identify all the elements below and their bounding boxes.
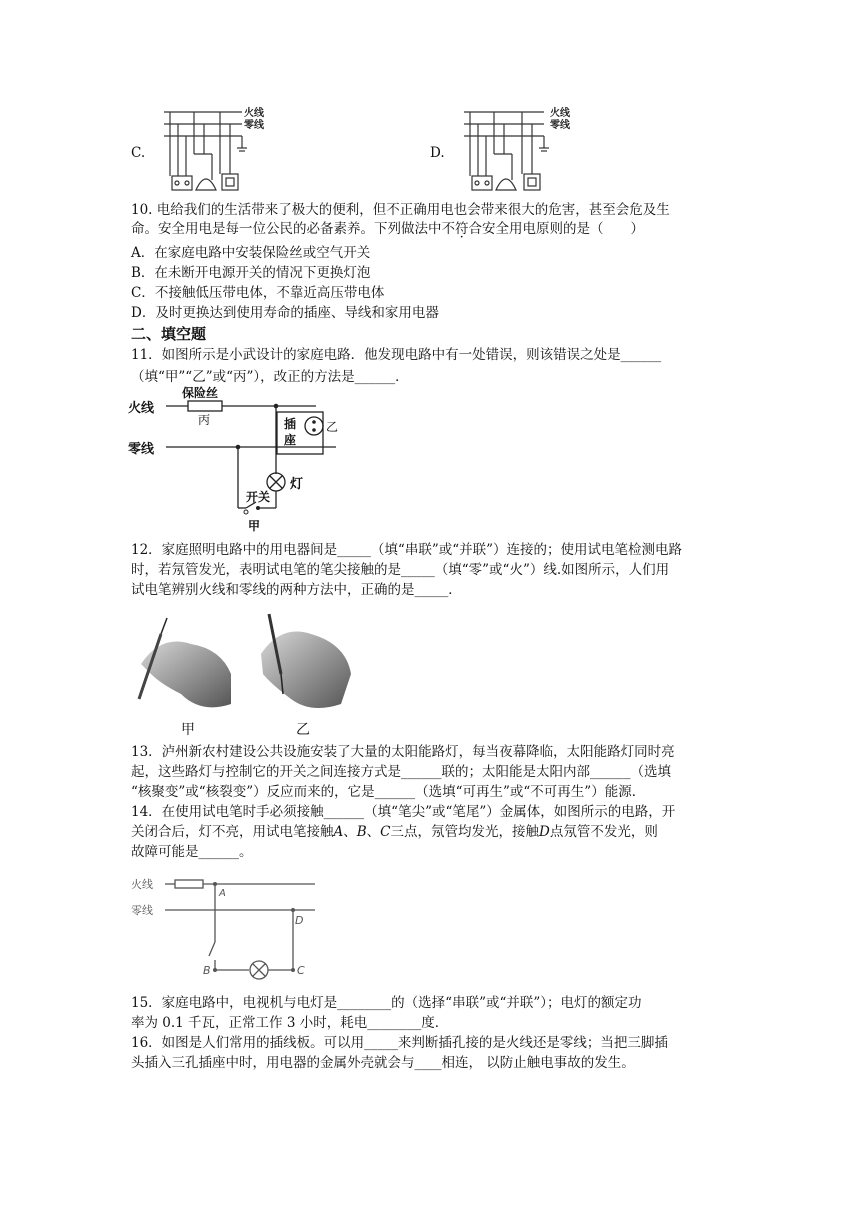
q10-option-a: A．在家庭电路中安装保险丝或空气开关	[131, 245, 371, 261]
q13-line3: “核聚变”或“核裂变”）反应而来的，它是______（选填“可再生”或“不可再生”）能源．	[131, 784, 646, 800]
live-label: 火线	[244, 108, 264, 119]
option-c-diagram	[160, 104, 270, 198]
q14-line3: 故障可能是______。	[131, 844, 253, 860]
q13-line1: 13．泸州新农村建设公共设施安装了大量的太阳能路灯，每当夜幕降临，太阳能路灯同时亮	[131, 744, 675, 760]
point-a-label: A	[219, 888, 226, 899]
option-d-diagram	[460, 104, 590, 198]
tester-method-yi-image	[261, 614, 351, 708]
q10-option-b: B．在未断开电源开关的情况下更换灯泡	[131, 265, 371, 281]
q14-circuit-diagram	[131, 874, 321, 982]
fig-socket-label-2: 座	[284, 433, 297, 447]
section-title: 二、填空题	[131, 325, 207, 343]
q12-line3: 试电笔辨别火线和零线的两种方法中，正确的是_____．	[131, 582, 462, 598]
q15-line1: 15．家庭电路中，电视机与电灯是________的（选择“串联”或“并联”）；电灯的额定功	[131, 995, 642, 1011]
fig-switch-label: 开关	[246, 490, 271, 504]
q12-line2: 时，若氖管发光，表明试电笔的笔尖接触的是_____（填“零”或“火”）线.如图所示，人们用	[131, 562, 670, 578]
q12-tester-photos	[131, 604, 361, 734]
fig-live-label: 火线	[131, 878, 153, 891]
option-d-label: D.	[430, 145, 445, 161]
q10-line2: 命。安全用电是每一位公民的必备素养。下列做法中不符合安全用电原则的是（ ）	[131, 221, 644, 237]
q13-line2: 起，这些路灯与控制它的开关之间连接方式是______联的；太阳能是太阳内部______（选填	[131, 764, 671, 780]
q10-option-d: D．及时更换达到使用寿命的插座、导线和家用电器	[131, 305, 439, 321]
neutral-label: 零线	[244, 120, 264, 131]
fig-socket-label-1: 插	[284, 417, 297, 431]
fig-jia-label: 甲	[248, 519, 261, 533]
q10-line1: 10. 电给我们的生活带来了极大的便利，但不正确用电也会带来很大的危害，甚至会危及生	[131, 202, 670, 218]
q15-line2: 率为 0.1 千瓦，正常工作 3 小时，耗电________度．	[131, 1015, 449, 1031]
photo-label-jia: 甲	[181, 722, 195, 738]
live-label: 火线	[550, 108, 570, 119]
q16-line2: 头插入三孔插座中时，用电器的金属外壳就会与____相连， 以防止触电事故的发生。	[131, 1055, 635, 1071]
fig-live-label: 火线	[128, 401, 155, 416]
fig-bing-label: 丙	[198, 413, 211, 427]
q11-line1: 11．如图所示是小武设计的家庭电路．他发现电路中有一处错误，则该错误之处是______	[131, 347, 662, 363]
q11-circuit-diagram	[126, 386, 356, 534]
photo-label-yi: 乙	[296, 722, 310, 738]
tester-method-jia-image	[139, 618, 231, 707]
fig-fuse-label: 保险丝	[182, 386, 219, 400]
q10-option-c: C．不接触低压带电体，不靠近高压带电体	[131, 285, 385, 301]
q14-line2: 关闭合后，灯不亮，用试电笔接触A、B、C三点，氖管均发光，接触D点氖管不发光，则	[131, 824, 658, 840]
option-c-label: C.	[131, 145, 146, 161]
point-d-label: D	[295, 914, 304, 927]
q10-emphasis: 不符合	[441, 221, 482, 237]
fig-lamp-label: 灯	[290, 477, 304, 492]
q16-line1: 16．如图是人们常用的插线板。可以用_____来判断插孔接的是火线还是零线；当把三脚插	[131, 1035, 668, 1051]
point-c-label: C	[297, 964, 305, 977]
fig-neutral-label: 零线	[128, 442, 155, 457]
point-b-label: B	[203, 964, 211, 977]
q11-line2: （填“甲”“乙”或“丙”），改正的方法是______．	[131, 369, 409, 385]
q14-line1: 14．在使用试电笔时手必须接触______（填“笔尖”或“笔尾”）金属体，如图所示的电路，开	[131, 804, 676, 820]
fig-yi-label: 乙	[326, 420, 339, 434]
q12-line1: 12．家庭照明电路中的用电器间是_____（填“串联”或“并联”）连接的；使用试电笔检测电路	[131, 542, 683, 558]
neutral-label: 零线	[550, 120, 570, 131]
fig-neutral-label: 零线	[131, 904, 153, 917]
